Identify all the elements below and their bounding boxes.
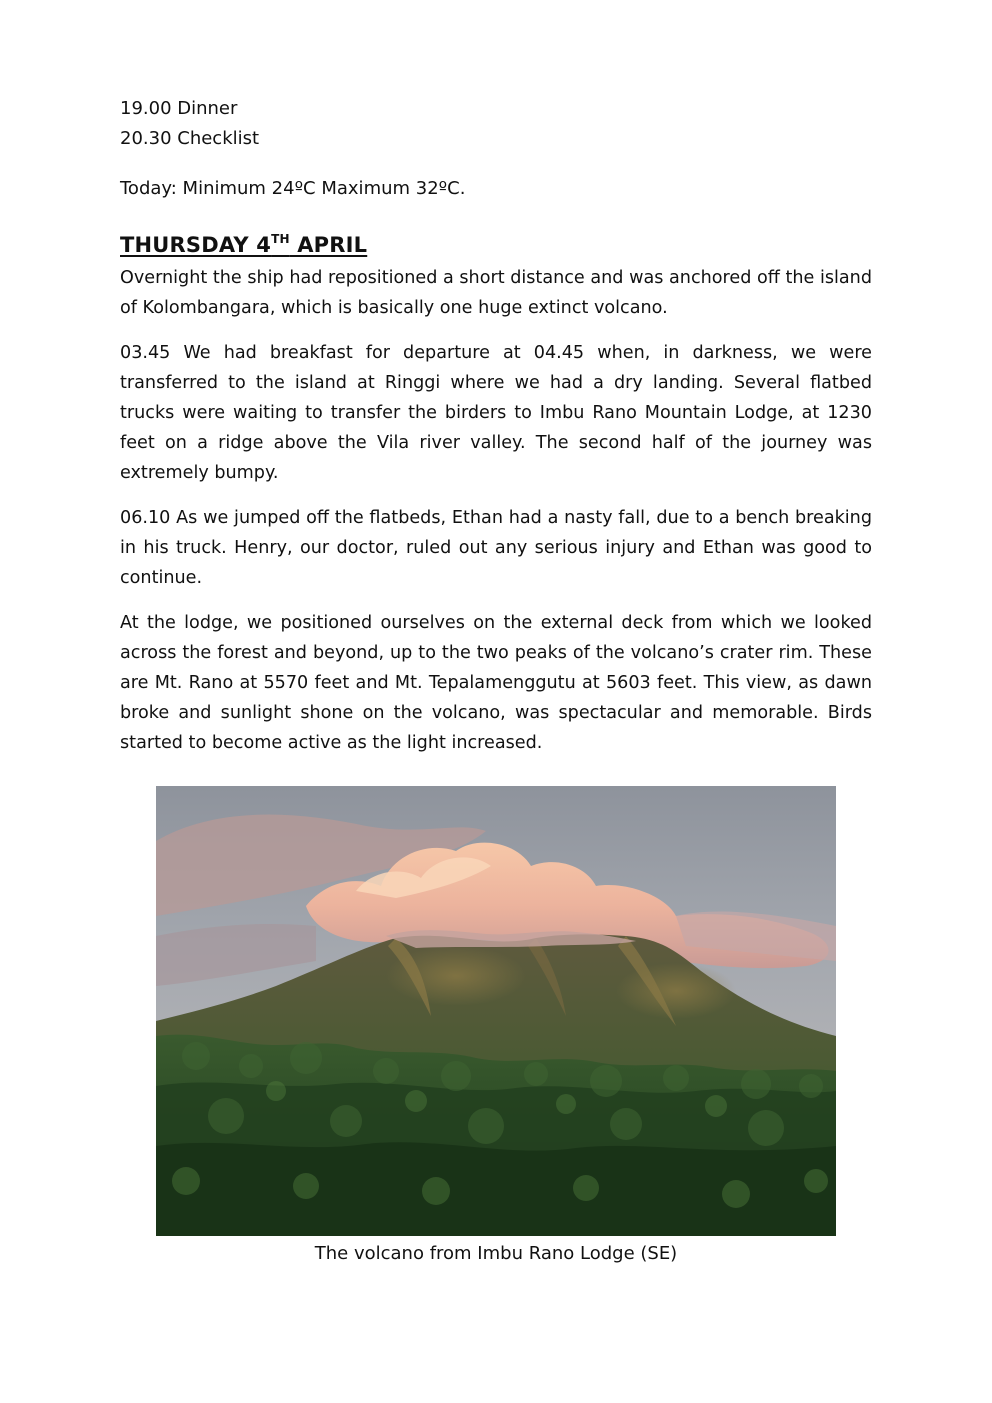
day-heading-prefix: THURSDAY 4 — [120, 233, 272, 257]
temperature-line: Today: Minimum 24ºC Maximum 32ºC. — [120, 178, 466, 199]
paragraph-lodge: At the lodge, we positioned ourselves on the external deck from which we looked across the forest and beyond, up to the two peaks of the volcano’s crater rim. These are Mt. Rano at 5570 feet and Mt. Tepalamenggutu at 5603 feet. This view, as dawn broke and sunlight shone on the volcano, was spectacular and memorable. Birds started to become active as the light increased. — [120, 613, 872, 753]
photo-caption: The volcano from Imbu Rano Lodge (SE) — [314, 1243, 678, 1264]
document-page — [120, 94, 872, 773]
paragraph-fall: 06.10 As we jumped off the flatbeds, Ethan had a nasty fall, due to a bench breaking in his truck. Henry, our doctor, ruled out any serious injury and Ethan was good to continue. — [120, 508, 872, 588]
day-heading-superscript: TH — [271, 232, 290, 246]
schedule-item-checklist: 20.30 Checklist — [120, 128, 260, 149]
paragraph-overnight: Overnight the ship had repositioned a short distance and was anchored off the island of Kolombangara, which is basically one huge extinct volcano. — [120, 268, 872, 318]
paragraph-breakfast: 03.45 We had breakfast for departure at 04.45 when, in darkness, we were transferred to the island at Ringgi where we had a dry landing. Several flatbed trucks were waiting to transfer the birders to Imbu Rano Mountain Lodge, at 1230 feet on a ridge above the Vila river valley. The second half of the journey was extremely bumpy. — [120, 343, 872, 483]
schedule-item-dinner: 19.00 Dinner — [120, 98, 238, 119]
day-heading-suffix: APRIL — [289, 233, 368, 257]
day-heading — [120, 230, 872, 260]
volcano-photo — [156, 786, 836, 1236]
